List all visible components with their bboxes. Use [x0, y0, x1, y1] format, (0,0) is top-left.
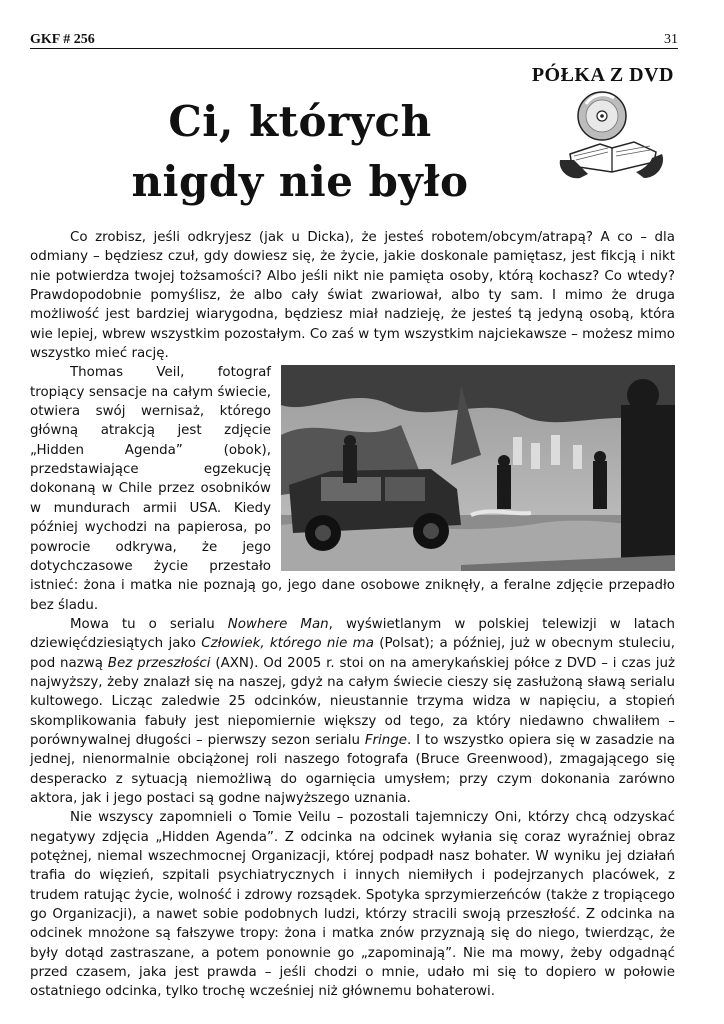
title-line-2: nigdy nie było — [131, 157, 469, 206]
title-nowhere-man: Nowhere Man — [227, 616, 329, 632]
text-run: Mowa tu o serialu — [70, 616, 228, 632]
paragraph-plot — [30, 363, 675, 614]
page-header — [30, 32, 678, 48]
article-title — [110, 92, 490, 212]
paragraph-text: Co zrobisz, jeśli odkryjesz (jak u Dicka), że jesteś robotem/obcym/atrapą? A co – dla odmiany – będziesz czuł, gdy dowiesz się, że życie, jakie doskonale pamiętasz, jest fikcją i nikt nie potwierdza twojej tożsamości? Albo jeśli nikt nie pamięta osoby, którą kochasz? Co wtedy? Prawdopodobnie pomyślisz, że albo cały świat zwariował, albo ty sam. I mimo że druga możliwość jest bardziej wiarygodna, będziesz miał nadzieję, że jesteś tą jedyną osobą, która wie lepiej, wbrew wszystkim pozostałym. Co zaś w tym wszystkim najciekawsze – możesz mimo wszystko mieć rację. — [30, 230, 675, 362]
issue-label: GKF # 256 — [30, 32, 95, 47]
text-run: , wyświetlanym w polskiej telewizji w latach dziewięćdziesiątych jako — [30, 616, 675, 652]
title-czlowiek-ktorego-nie-ma: Człowiek, którego nie ma — [201, 636, 374, 652]
title-fringe: Fringe — [364, 732, 407, 748]
page-number: 31 — [664, 32, 678, 47]
paragraph-organization — [30, 808, 675, 1001]
paragraph-text: Thomas Veil, fotograf tropiący sensacje na całym świecie, otwiera swój wernisaż, którego główną atrakcją jest zdjęcie „Hidden Agenda” (obok), przedstawiające egzekucję dokonaną w Chile przez osobników w mundurach armii USA. Kiedy później wychodzi na papierosa, po powrocie odkrywa, że jego dotychczasowe życie przestało istnieć: żona i matka nie poznają go, jego dane osobowe zniknęły, a feralne zdjęcie przepadło bez śladu. — [30, 365, 675, 613]
text-run: (Polsat); a później, już w obecnym stuleciu, pod nazwą — [30, 636, 675, 671]
article-body — [30, 228, 675, 1002]
paragraph-intro — [30, 228, 675, 363]
text-run: (AXN). Od 2005 r. stoi on na amerykańskiej półce z DVD – i czas już najwyższy, żeby znalazł się na naszej, gdyż na całym świecie cieszy się zasłużoną sławą serialu kultowego. Licząc zaledwie 25 odcinków, nieustannie trzyma widza w napięciu, a stopień skomplikowania fabuły jest niepomiernie większy od tego, za który niedawno chwaliłem – porównywalnej długości – pierwszy sezon serialu — [30, 655, 675, 748]
title-line-1: Ci, których — [168, 97, 432, 146]
military-humvee-photo — [281, 365, 675, 571]
title-bez-przeszlosci: Bez przeszłości — [107, 655, 211, 671]
paragraph-series — [30, 615, 675, 808]
section-label: PÓŁKA Z DVD — [531, 64, 674, 86]
paragraph-text: Nie wszyscy zapomnieli o Tomie Veilu – pozostali tajemniczy Oni, którzy chcą odzyskać negatywy zdjęcia „Hidden Agenda”. Z odcinka na odcinek wyłania się coraz wyraźniej obraz potężnej, niemal wszechmocnej Organizacji, której podpadł nasz bohater. W wyniku jej działań trafia do więzień, szpitali psychiatrycznych i innych niemiłych i podejrzanych placówek, z trudem ratując życie, wolność i zdrowy rozsądek. Spotyka sprzymierzeńców (także z tropiącego go Organizacji), a nawet sobie podobnych ludzi, którzy stracili swoją przeszłość. Z odcinka na odcinek mnożone są fałszywe tropy: żona i matka znów przyznają się do niego, twierdząc, że były dotąd zastraszane, a potem ponownie go „zapominają”. Nie ma mowy, żeby odgadnąć przed czasem, jaka jest prawda – jeśli chodzi o mnie, udało mi się to dopiero w połowie ostatniego odcinka, tylko trochę wcześniej niż głównemu bohaterowi. — [30, 810, 675, 1000]
text-run: . I to wszystko opiera się w zasadzie na jednej, nienormalnie obciążonej roli naszego fotografa (Bruce Greenwood), zmagającego się desperacko z sytuacją niemożliwą do ogarnięcia umysłem; przy czym dokonania zarówno aktora, jak i jego postaci są godne najwyższego uznania. — [30, 732, 675, 806]
header-rule — [30, 48, 678, 49]
dvd-disc-hands-icon — [556, 90, 666, 184]
